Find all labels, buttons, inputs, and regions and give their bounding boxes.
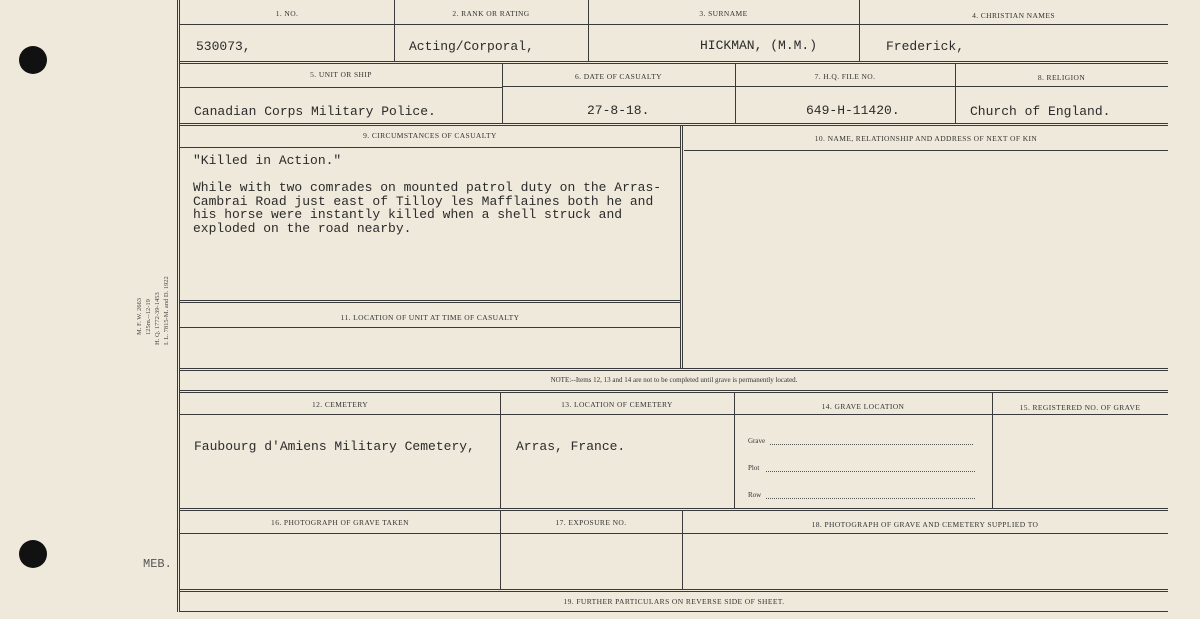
header-date: 6. DATE OF CASUALTY [575,72,662,81]
header-rank: 2. RANK OR RATING [452,9,530,18]
header-next-of-kin: 10. NAME, RELATIONSHIP AND ADDRESS OF NEXT OF KIN [814,134,1038,143]
header-registered-no: 15. REGISTERED NO. OF GRAVE [1019,403,1141,412]
note-text: NOTE:--Items 12, 13 and 14 are not to be completed until grave is permanently located. [550,376,798,384]
header-no: 1. NO. [275,9,299,18]
side-text-2: 125m.--12-19 [145,299,152,335]
margin-initials: MEB. [143,557,172,571]
value-rank: Acting/Corporal, [409,39,534,54]
header-grave-location: 14. GRAVE LOCATION [821,402,905,411]
header-exposure-no: 17. EXPOSURE NO. [555,518,627,527]
header-unit: 5. UNIT OR SHIP [310,70,372,79]
header-circumstances: 9. CIRCUMSTANCES OF CASUALTY [363,131,497,140]
circumstance-title: "Killed in Action." [193,153,342,168]
header-christian-names: 4. CHRISTIAN NAMES [972,11,1055,20]
value-location-of-cemetery: Arras, France. [516,439,626,454]
value-religion: Church of England. [970,104,1111,119]
label-row: Row [748,491,762,499]
label-plot: Plot [748,464,760,472]
header-location-of-cemetery: 13. LOCATION OF CEMETERY [561,400,673,409]
header-photograph-taken: 16. PHOTOGRAPH OF GRAVE TAKEN [271,518,409,527]
punch-hole-bottom [19,540,47,568]
side-text-1: M. F. W. 2663 [136,297,143,335]
header-file-no: 7. H.Q. FILE NO. [814,72,876,81]
header-photograph-supplied: 18. PHOTOGRAPH OF GRAVE AND CEMETERY SUPPLIED TO [811,520,1039,529]
circumstance-text: While with two comrades on mounted patrol duty on the Arras- Cambrai Road just east of Tilloy les Mafflaines both he and his horse were instantly killed when a shell struck and exploded on the road nearby. [193,180,662,236]
header-location-of-unit: 11. LOCATION OF UNIT AT TIME OF CASUALTY [340,313,520,322]
value-date: 27-8-18. [587,103,650,118]
value-unit: Canadian Corps Military Police. [194,104,436,119]
punch-hole-top [19,46,47,74]
value-christian-names: Frederick, [886,39,965,54]
footer-text: 19. FURTHER PARTICULARS ON REVERSE SIDE OF SHEET. [563,597,785,606]
header-surname: 3. SURNAME [699,9,748,18]
label-grave: Grave [748,437,766,445]
value-no: 530073, [196,39,251,54]
value-surname: HICKMAN, (M.M.) [700,38,818,53]
header-cemetery: 12. CEMETERY [311,400,369,409]
side-text-4: I. L. 7815-M. and D. 1922 [163,276,170,345]
value-file-no: 649-H-11420. [806,103,900,118]
value-cemetery: Faubourg d'Amiens Military Cemetery, [194,439,475,454]
header-religion: 8. RELIGION [1037,73,1086,82]
side-text-3: H. Q. 1772-39-1453 [154,292,161,345]
